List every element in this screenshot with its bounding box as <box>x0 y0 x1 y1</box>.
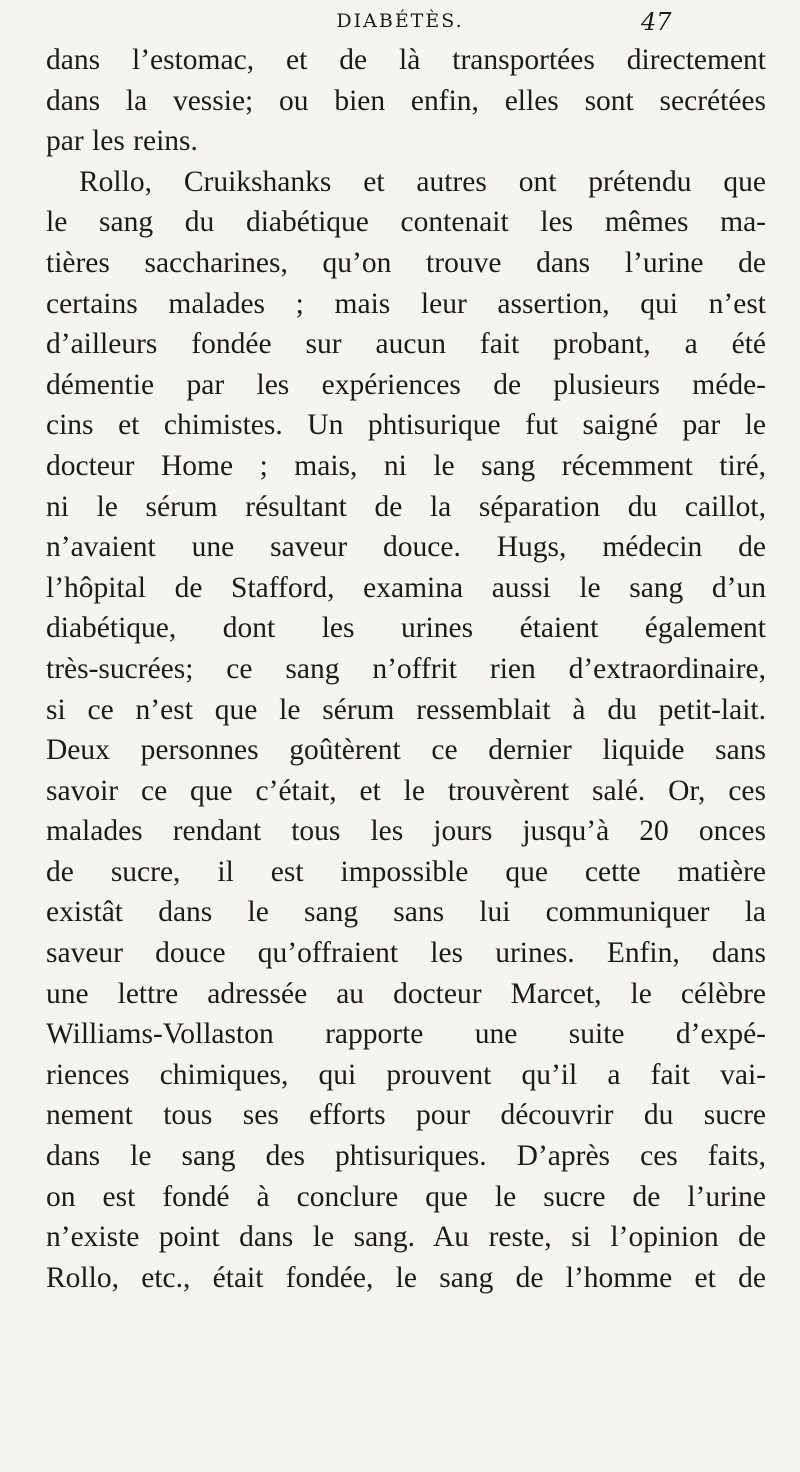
text-line: Williams-Vollaston rapporte une suite d’expé- <box>46 1018 766 1051</box>
text-line: n’avaient une saveur douce. Hugs, médecin de <box>46 531 766 564</box>
text-line: d’ailleurs fondée sur aucun fait probant, a été <box>46 328 766 361</box>
text-line: savoir ce que c’était, et le trouvèrent salé. Or, ces <box>46 774 766 807</box>
text-line: dans le sang des phtisuriques. D’après ces faits, <box>46 1140 766 1173</box>
text-line: Rollo, etc., était fondée, le sang de l’homme et de <box>46 1261 766 1294</box>
text-line: de sucre, il est impossible que cette matière <box>46 855 766 888</box>
text-line: très-sucrées; ce sang n’offrit rien d’extraordinaire, <box>46 652 766 685</box>
text-line: on est fondé à conclure que le sucre de l’urine <box>46 1180 766 1213</box>
text-line: n’existe point dans le sang. Au reste, si l’opinion de <box>46 1221 766 1254</box>
text-line: le sang du diabétique contenait les mêmes ma- <box>46 206 766 239</box>
running-title: DIABÉTÈS. <box>336 10 464 32</box>
text-line: diabétique, dont les urines étaient également <box>46 612 766 645</box>
text-line: saveur douce qu’offraient les urines. Enfin, dans <box>46 937 766 970</box>
text-line: dans l’estomac, et de là transportées directement <box>46 44 766 76</box>
text-line: l’hôpital de Stafford, examina aussi le sang d’un <box>46 571 766 604</box>
page-number: 47 <box>641 8 672 36</box>
text-line: nement tous ses efforts pour découvrir du sucre <box>46 1099 766 1132</box>
text-line: dans la vessie; ou bien enfin, elles sont secrétées <box>46 84 766 117</box>
text-line: existât dans le sang sans lui communiquer la <box>46 896 766 929</box>
text-line: Deux personnes goûtèrent ce dernier liquide sans <box>46 734 766 767</box>
text-line: riences chimiques, qui prouvent qu’il a fait vai- <box>46 1058 766 1091</box>
text-line: tières saccharines, qu’on trouve dans l’urine de <box>46 246 766 279</box>
text-line: docteur Home ; mais, ni le sang récemment tiré, <box>46 449 766 482</box>
text-line: une lettre adressée au docteur Marcet, le célèbre <box>46 977 766 1010</box>
text-line: certains malades ; mais leur assertion, qui n’est <box>46 287 766 320</box>
text-line: par les reins. <box>46 125 198 158</box>
text-line: malades rendant tous les jours jusqu’à 20 onces <box>46 815 766 848</box>
body-text <box>46 40 766 1298</box>
text-line: Rollo, Cruikshanks et autres ont prétendu que <box>79 165 766 198</box>
text-line: cins et chimistes. Un phtisurique fut saigné par le <box>46 409 766 442</box>
running-head <box>0 8 800 38</box>
text-line: si ce n’est que le sérum ressemblait à du petit-lait. <box>46 693 766 726</box>
text-line: ni le sérum résultant de la séparation du caillot, <box>46 490 766 523</box>
text-line: démentie par les expériences de plusieurs méde- <box>46 368 766 401</box>
